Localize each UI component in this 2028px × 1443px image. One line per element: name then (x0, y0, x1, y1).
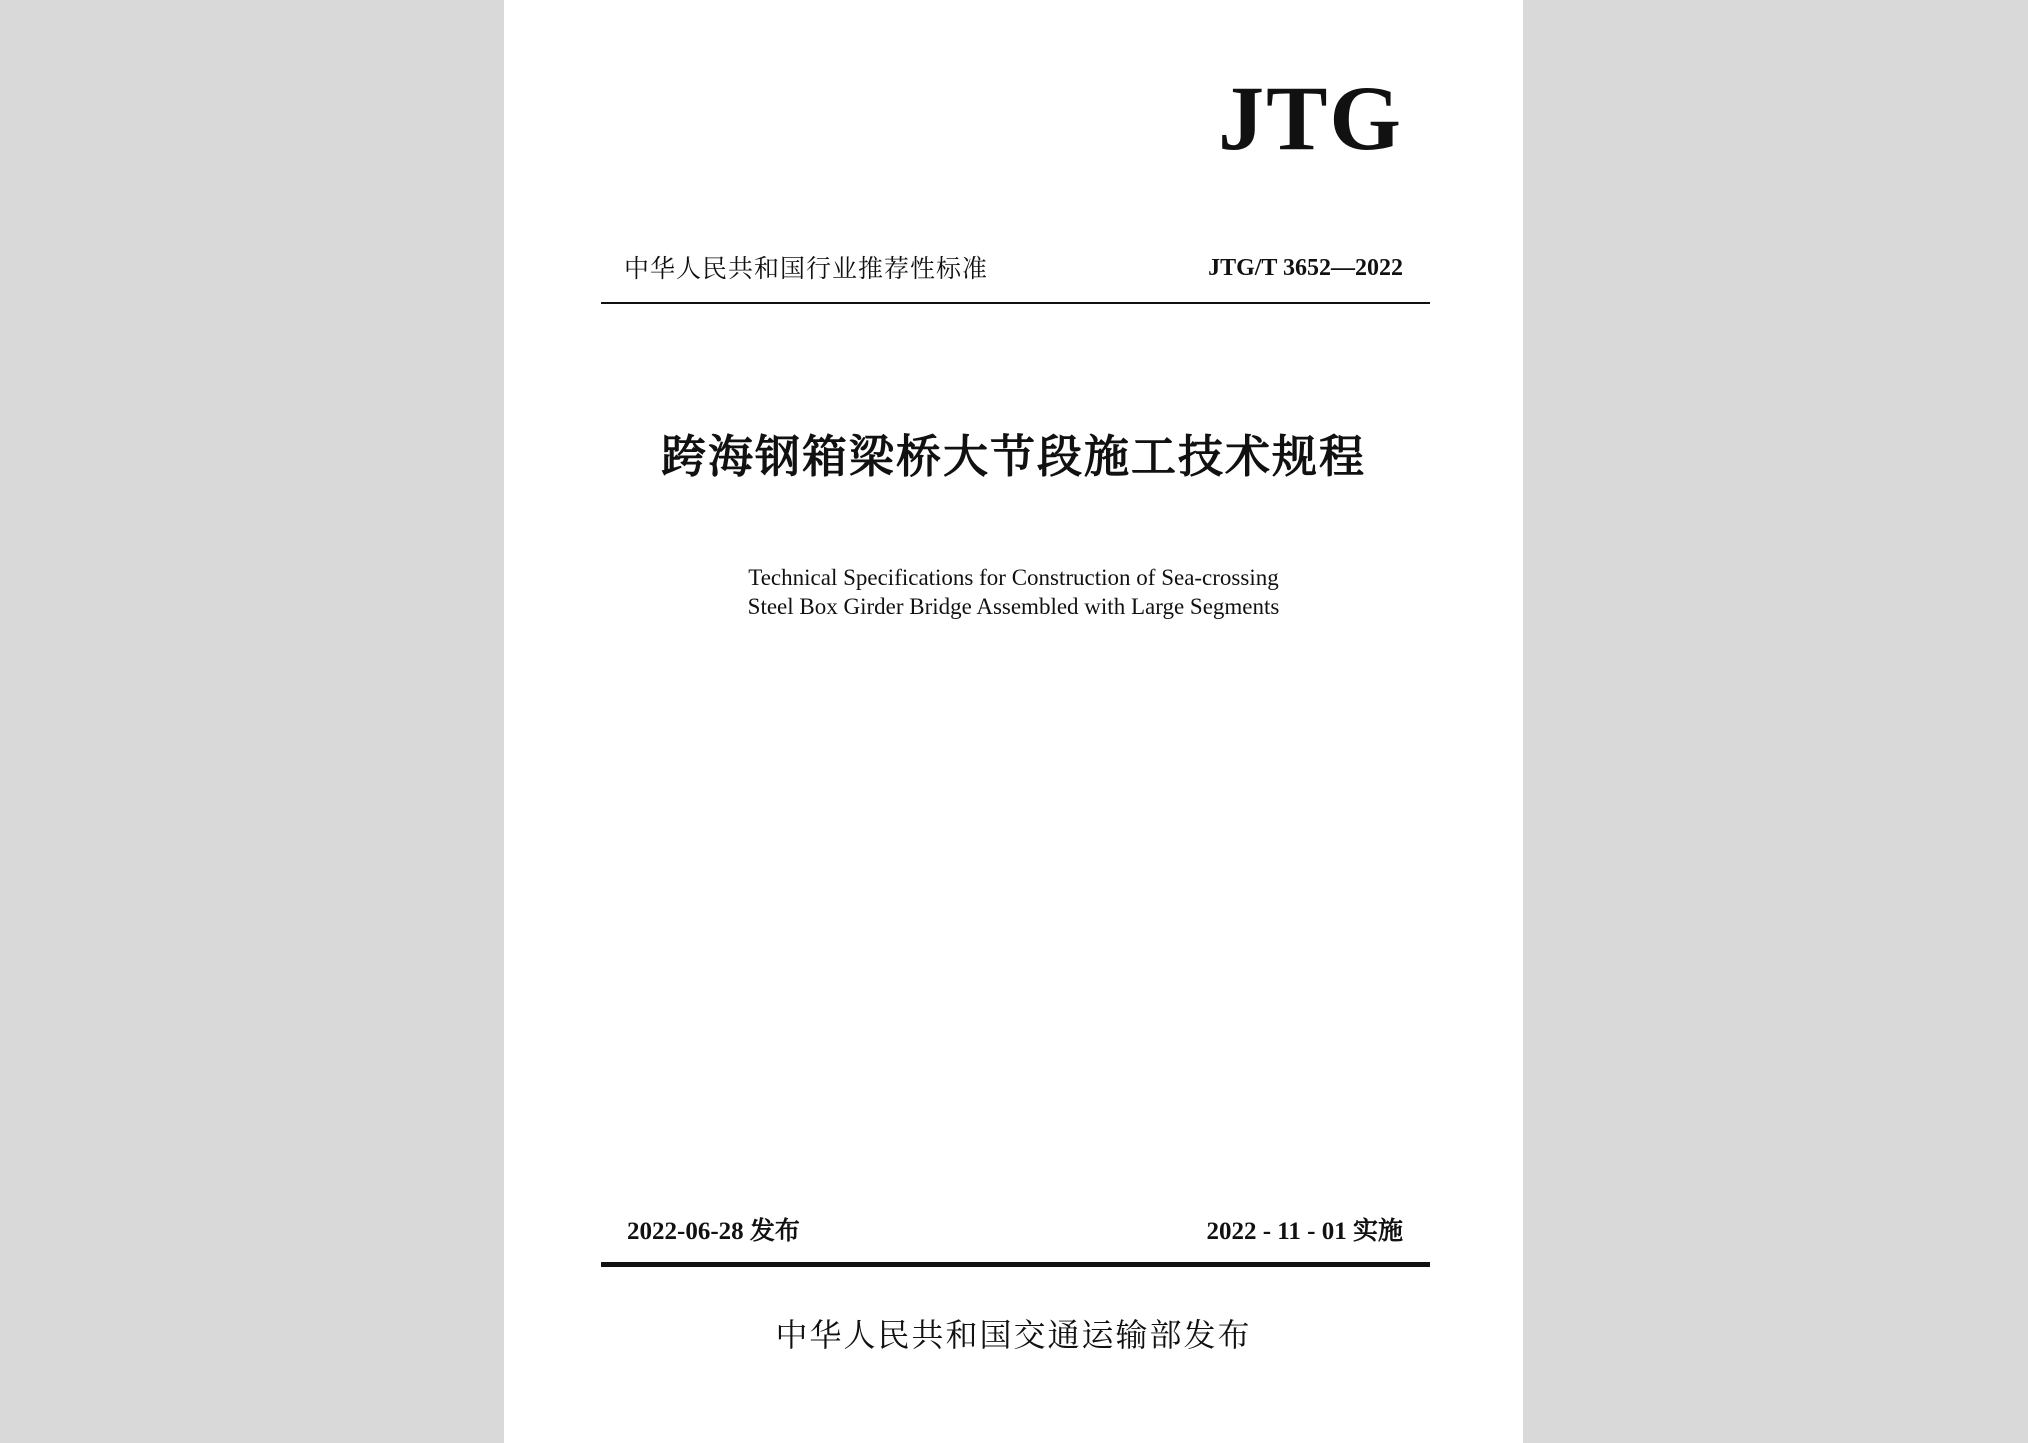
publisher: 中华人民共和国交通运输部发布 (775, 1316, 1252, 1354)
title-english-line-2: Steel Box Girder Bridge Assembled with Large Segments (747, 594, 1280, 619)
standard-number: JTG/T 3652—2022 (1208, 255, 1403, 281)
jtg-logo: JTG (1218, 67, 1403, 169)
implementation-date: 2022 - 11 - 01 实施 (1206, 1218, 1403, 1245)
document-page (504, 0, 1523, 1443)
standard-category: 中华人民共和国行业推荐性标准 (624, 254, 989, 283)
title-chinese: 跨海钢箱梁桥大节段施工技术规程 (660, 430, 1366, 483)
issue-date: 2022-06-28 发布 (627, 1218, 800, 1245)
top-divider (601, 302, 1430, 304)
title-english-line-1: Technical Specifications for Construction of Sea-crossing (748, 565, 1279, 590)
title-english (504, 563, 1523, 621)
bottom-divider (601, 1262, 1430, 1267)
